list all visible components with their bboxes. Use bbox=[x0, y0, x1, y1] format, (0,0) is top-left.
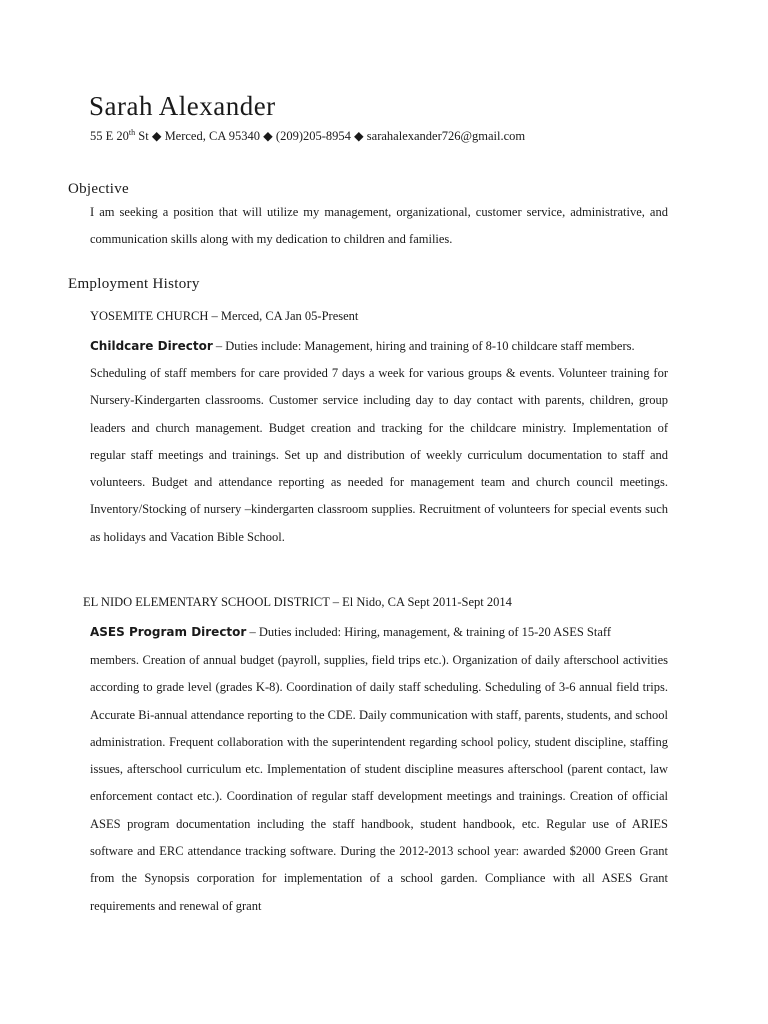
job-role-line: Childcare Director – Duties include: Management, hiring and training of 8-10 childcare staff members. bbox=[90, 339, 635, 353]
job-description: members. Creation of annual budget (payroll, supplies, field trips etc.). Organization of daily afterschool activities according to grade level (grades K-8). Coordination of daily staff scheduling. Scheduling of 3-6 annual field trips. Accurate Bi-annual attendance reporting to the CDE. Daily communication with staff, parents, students, and school administration. Frequent collaboration with the superintendent regarding school policy, student discipline, staffing issues, afterschool curriculum etc. Implementation of student discipline measures afterschool (parent contact, law enforcement contact etc.). Coordination of regular staff development meetings and trainings. Creation of official ASES program documentation including the staff handbook, student handbook, etc. Regular use of ARIES software and ERC attendance tracking software. During the 2012-2013 school year: awarded $2000 Green Grant from the Synopsis corporation for implementation of a school garden. Compliance with all ASES Grant requirements and renewal of grant bbox=[90, 653, 668, 913]
job-title: ASES Program Director bbox=[90, 625, 247, 639]
job-title: Childcare Director bbox=[90, 339, 213, 353]
job-role-line: ASES Program Director – Duties included: Hiring, management, & training of 15-20 ASES Staff bbox=[90, 625, 611, 639]
job-header: YOSEMITE CHURCH – Merced, CA Jan 05-Present bbox=[90, 309, 359, 323]
objective-text: I am seeking a position that will utilize my management, organizational, customer service, administrative, and communication skills along with my dedication to children and families. bbox=[90, 205, 668, 247]
job-header: EL NIDO ELEMENTARY SCHOOL DISTRICT – El Nido, CA Sept 2011-Sept 2014 bbox=[83, 595, 512, 609]
phone: (209)205-8954 bbox=[275, 129, 351, 144]
job-description-start: Duties include: Management, hiring and training of 8-10 childcare staff members. bbox=[225, 339, 635, 353]
address: 55 E 20th St bbox=[90, 128, 149, 144]
city: Merced, CA 95340 bbox=[164, 129, 261, 144]
job-description-start: Duties included: Hiring, management, & training of 15-20 ASES Staff bbox=[258, 625, 611, 639]
job-description: Scheduling of staff members for care provided 7 days a week for various groups & events. Volunteer training for Nursery-Kindergarten classrooms. Customer service including day to day contact with parents, children, group leaders and church management. Budget creation and tracking for the childcare ministry. Implementation of regular staff meetings and trainings. Set up and distribution of weekly curriculum documentation to staff and volunteers. Budget and attendance reporting as needed for management team and church council meetings. Inventory/Stocking of nursery –kindergarten classroom supplies. Recruitment of volunteers for special events such as holidays and Vacation Bible School. bbox=[90, 366, 668, 544]
separator-icon: ◆ bbox=[263, 129, 273, 144]
applicant-name: Sarah Alexander bbox=[89, 91, 276, 121]
separator-icon: ◆ bbox=[151, 129, 162, 144]
separator-icon: ◆ bbox=[354, 129, 364, 144]
email-link[interactable]: sarahalexander726@gmail.com bbox=[366, 129, 526, 144]
employment-heading: Employment History bbox=[68, 276, 200, 292]
contact-line bbox=[90, 128, 525, 144]
objective-heading: Objective bbox=[68, 181, 130, 197]
